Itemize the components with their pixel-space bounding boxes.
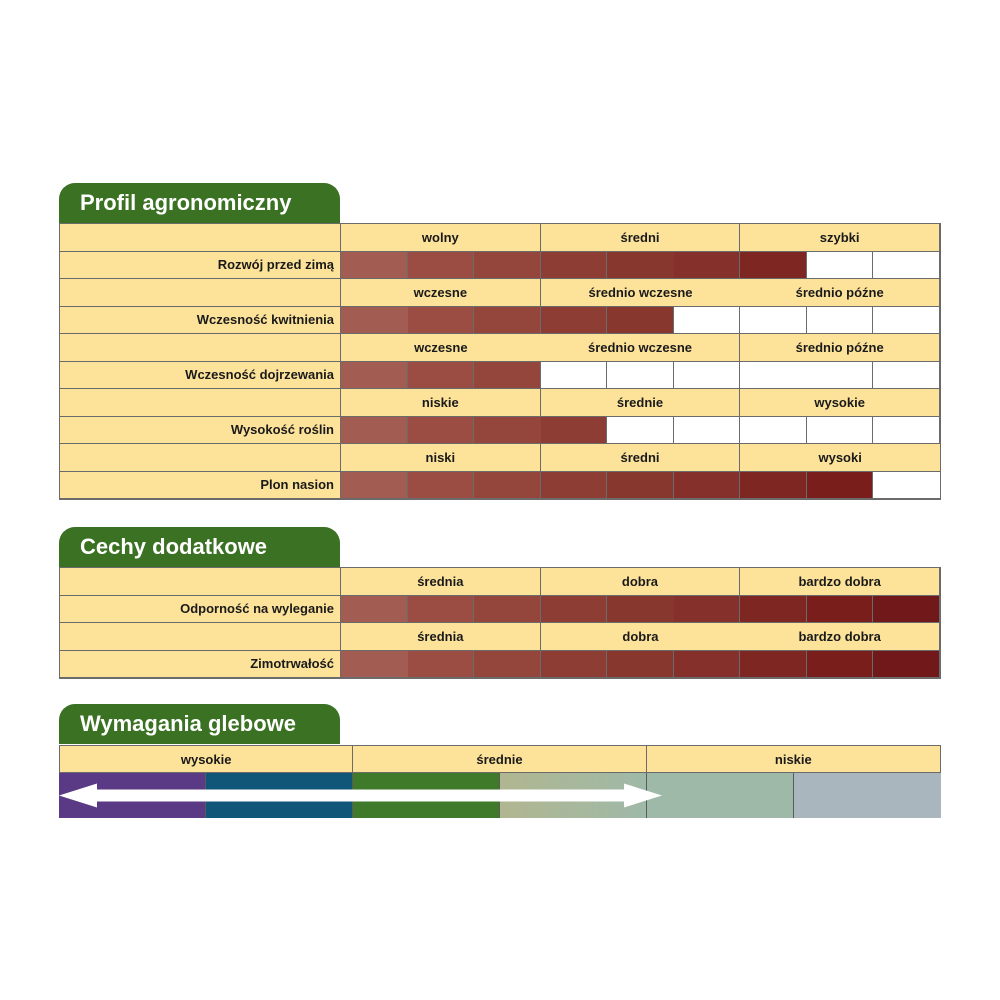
scale-label: niskie (341, 389, 541, 417)
scale-label: średnie (541, 389, 741, 417)
rating-square-filled (474, 651, 541, 679)
rating-square-filled (807, 651, 874, 679)
scale-label: bardzo dobra (740, 568, 940, 596)
rating-square-filled (408, 651, 475, 679)
cechy-title: Cechy dodatkowe (59, 527, 340, 567)
scale-label: średni (541, 444, 741, 472)
rating-square-filled (807, 596, 874, 624)
rating-square-empty (873, 362, 940, 390)
rating-square-empty (873, 472, 940, 500)
rating-square-filled (740, 472, 807, 500)
rating-square-filled (474, 472, 541, 500)
rating-square-filled (873, 651, 940, 679)
rating-square-filled (674, 596, 741, 624)
rating-square-filled (541, 252, 608, 280)
rating-square-filled (408, 252, 475, 280)
rating-square-filled (740, 252, 807, 280)
rating-square-filled (474, 307, 541, 335)
rating-square-filled (541, 417, 608, 445)
rating-square-filled (408, 596, 475, 624)
gleba-color-scale (59, 773, 941, 818)
rating-square-empty (674, 307, 741, 335)
rating-square-empty (740, 417, 807, 445)
rating-square-filled (541, 307, 608, 335)
soil-scale-segment (59, 773, 206, 818)
scale-label: średnio późne (740, 334, 940, 362)
scale-label: średni (541, 224, 741, 252)
rating-square-empty (541, 362, 608, 390)
rating-square-empty (607, 362, 674, 390)
rating-square-empty (807, 307, 874, 335)
rating-square-empty (873, 307, 940, 335)
row-label: Odporność na wyleganie (60, 596, 341, 624)
rating-square-filled (474, 417, 541, 445)
soil-scale-segment (647, 773, 794, 818)
row-label: Wysokość roślin (60, 417, 341, 445)
header-blank-cell (60, 334, 341, 362)
soil-scale-segment (794, 773, 941, 818)
profil-title: Profil agronomiczny (59, 183, 340, 223)
rating-square-filled (607, 651, 674, 679)
rating-square-filled (607, 252, 674, 280)
soil-scale-segment (206, 773, 353, 818)
rating-square-empty (807, 252, 874, 280)
header-blank-cell (60, 444, 341, 472)
rating-square-filled (408, 417, 475, 445)
rating-square-filled (740, 651, 807, 679)
rating-square-filled (873, 596, 940, 624)
scale-label: bardzo dobra (740, 623, 940, 651)
scale-label: średnia (341, 623, 541, 651)
row-label: Zimotrwałość (60, 651, 341, 679)
scale-label: wysoki (740, 444, 940, 472)
gleba-scale-label: niskie (774, 751, 812, 767)
gleba-scale-header (59, 745, 941, 773)
rating-square-filled (607, 596, 674, 624)
scale-label: wczesne (341, 334, 541, 362)
scale-label: wczesne (341, 279, 541, 307)
row-label: Plon nasion (60, 472, 341, 500)
scale-label: średnio wczesne (541, 279, 741, 307)
scale-label: niski (341, 444, 541, 472)
scale-label: wolny (341, 224, 541, 252)
rating-square-filled (341, 252, 408, 280)
gleba-scale-label: średnie (353, 746, 646, 772)
cechy-table (59, 567, 941, 679)
scale-label: średnio późne (740, 279, 940, 307)
scale-label: dobra (541, 568, 741, 596)
gleba-scale-label: wysokie (60, 746, 353, 772)
soil-scale-segment (500, 773, 647, 818)
rating-square-filled (607, 472, 674, 500)
rating-square-empty (740, 362, 807, 390)
row-label: Rozwój przed zimą (60, 252, 341, 280)
rating-square-filled (474, 362, 541, 390)
scale-label: wysokie (740, 389, 940, 417)
rating-square-empty (674, 362, 741, 390)
header-blank-cell (60, 623, 341, 651)
rating-square-filled (807, 472, 874, 500)
rating-square-filled (541, 651, 608, 679)
rating-square-filled (341, 362, 408, 390)
rating-square-filled (541, 596, 608, 624)
scale-label: średnia (341, 568, 541, 596)
rating-square-filled (474, 596, 541, 624)
rating-square-filled (408, 307, 475, 335)
rating-square-filled (341, 596, 408, 624)
profil-table (59, 223, 941, 500)
rating-square-filled (408, 362, 475, 390)
header-blank-cell (60, 279, 341, 307)
rating-square-filled (607, 307, 674, 335)
rating-square-empty (873, 417, 940, 445)
gleba-title: Wymagania glebowe (59, 704, 340, 744)
row-label: Wczesność dojrzewania (60, 362, 341, 390)
header-blank-cell (60, 224, 341, 252)
scale-label: średnio wczesne (541, 334, 741, 362)
header-blank-cell (60, 389, 341, 417)
scale-label: dobra (541, 623, 741, 651)
rating-square-filled (341, 472, 408, 500)
rating-square-filled (740, 596, 807, 624)
soil-scale-segment (353, 773, 500, 818)
rating-square-filled (674, 472, 741, 500)
rating-square-empty (674, 417, 741, 445)
gleba-section (59, 704, 941, 818)
rating-square-filled (474, 252, 541, 280)
rating-square-filled (674, 651, 741, 679)
rating-square-empty (807, 362, 874, 390)
rating-square-empty (873, 252, 940, 280)
rating-square-filled (541, 472, 608, 500)
rating-square-filled (408, 472, 475, 500)
rating-square-empty (807, 417, 874, 445)
rating-square-filled (341, 417, 408, 445)
rating-square-empty (607, 417, 674, 445)
rating-square-empty (740, 307, 807, 335)
rating-square-filled (341, 651, 408, 679)
row-label: Wczesność kwitnienia (60, 307, 341, 335)
scale-label: szybki (740, 224, 940, 252)
rating-square-filled (674, 252, 741, 280)
header-blank-cell (60, 568, 341, 596)
rating-square-filled (341, 307, 408, 335)
